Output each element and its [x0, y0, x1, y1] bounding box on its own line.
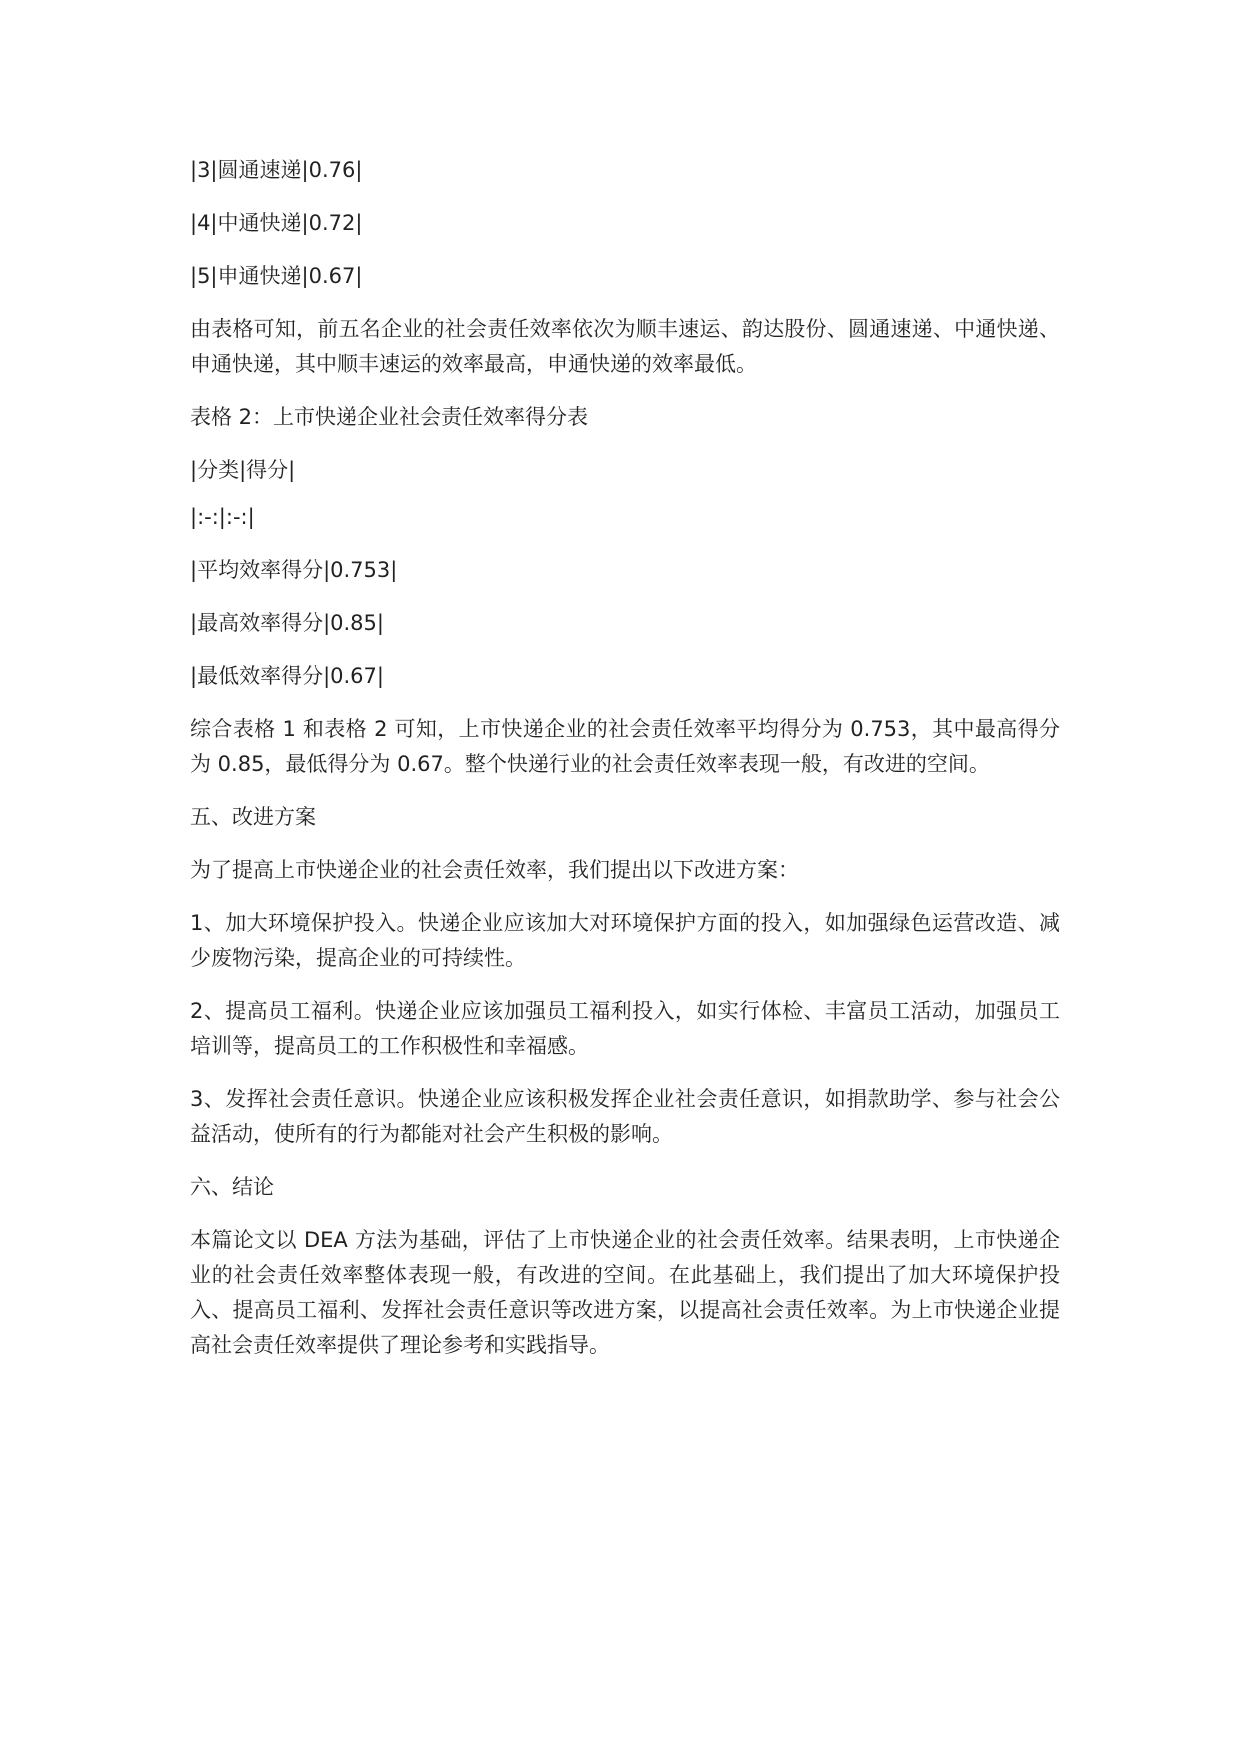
section5-item: 3、发挥社会责任意识。快递企业应该积极发挥企业社会责任意识，如捐款助学、参与社会公益活动，使所有的行为都能对社会产生积极的影响。 — [190, 1087, 1060, 1146]
section6-heading: 六、结论 — [190, 1175, 274, 1199]
combined-summary-paragraph: 综合表格 1 和表格 2 可知，上市快递企业的社会责任效率平均得分为 0.753，其中最高得分为 0.85，最低得分为 0.67。整个快递行业的社会责任效率表现一般，有改进的空间。 — [190, 717, 1060, 776]
table2-header-row: |分类|得分| — [190, 458, 296, 482]
section5-intro: 为了提高上市快递企业的社会责任效率，我们提出以下改进方案： — [190, 858, 799, 882]
table2-align-row: |:-:|:-:| — [190, 505, 255, 529]
document-body — [190, 153, 1060, 1363]
table1-row: |4|中通快递|0.72| — [190, 211, 363, 235]
table2-row: |平均效率得分|0.753| — [190, 558, 398, 582]
section5-heading: 五、改进方案 — [190, 805, 316, 829]
table1-summary-paragraph: 由表格可知，前五名企业的社会责任效率依次为顺丰速运、韵达股份、圆通速递、中通快递、申通快递，其中顺丰速运的效率最高，申通快递的效率最低。 — [190, 317, 1060, 376]
table2-title: 表格 2：上市快递企业社会责任效率得分表 — [190, 405, 589, 429]
table2-row: |最高效率得分|0.85| — [190, 611, 384, 635]
table1-row: |5|申通快递|0.67| — [190, 264, 363, 288]
section6-paragraph: 本篇论文以 DEA 方法为基础，评估了上市快递企业的社会责任效率。结果表明，上市快递企业的社会责任效率整体表现一般，有改进的空间。在此基础上，我们提出了加大环境保护投入、提高员工福利、发挥社会责任意识等改进方案，以提高社会责任效率。为上市快递企业提高社会责任效率提供了理论参考和实践指导。 — [190, 1228, 1060, 1357]
section5-item: 2、提高员工福利。快递企业应该加强员工福利投入，如实行体检、丰富员工活动，加强员工培训等，提高员工的工作积极性和幸福感。 — [190, 999, 1060, 1058]
table1-row: |3|圆通速递|0.76| — [190, 158, 363, 182]
table2-row: |最低效率得分|0.67| — [190, 664, 384, 688]
section5-item: 1、加大环境保护投入。快递企业应该加大对环境保护方面的投入，如加强绿色运营改造、减少废物污染，提高企业的可持续性。 — [190, 911, 1060, 970]
